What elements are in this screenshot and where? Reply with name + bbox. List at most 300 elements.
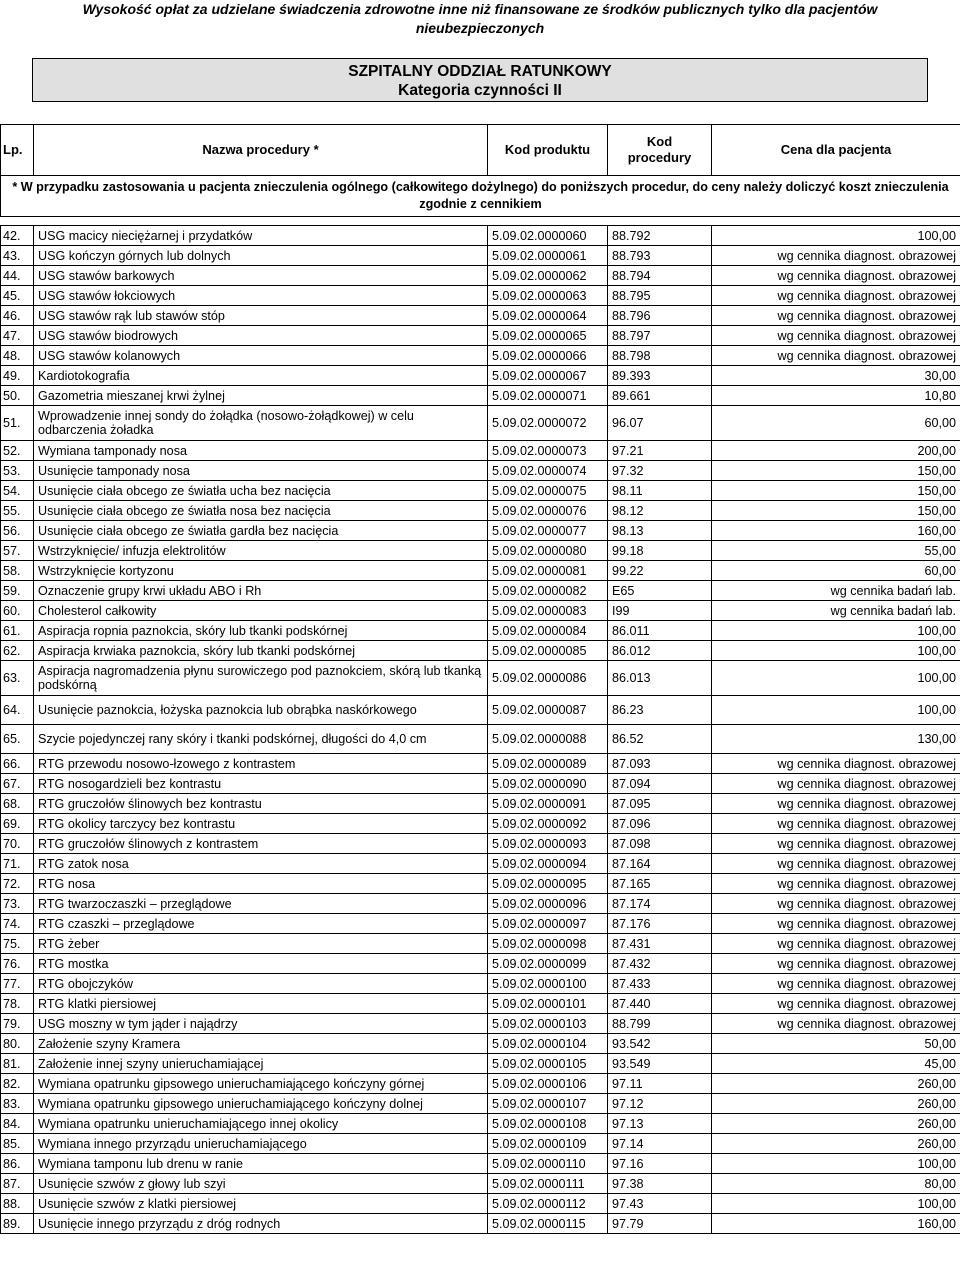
row-product-code: 5.09.02.0000066 bbox=[488, 346, 608, 366]
table-row bbox=[1, 1174, 960, 1194]
row-procedure-code: 88.796 bbox=[608, 306, 712, 326]
row-lp: 87. bbox=[1, 1174, 34, 1194]
row-product-code: 5.09.02.0000096 bbox=[488, 894, 608, 914]
row-lp: 70. bbox=[1, 834, 34, 854]
row-product-code: 5.09.02.0000062 bbox=[488, 266, 608, 286]
row-procedure-code: 97.43 bbox=[608, 1194, 712, 1214]
row-procedure-code: 96.07 bbox=[608, 406, 712, 441]
row-price: 100,00 bbox=[712, 641, 960, 661]
price-table-body bbox=[1, 125, 960, 1234]
row-lp: 76. bbox=[1, 954, 34, 974]
row-price: wg cennika diagnost. obrazowej bbox=[712, 246, 960, 266]
row-lp: 53. bbox=[1, 461, 34, 481]
row-price: wg cennika diagnost. obrazowej bbox=[712, 774, 960, 794]
row-price: 100,00 bbox=[712, 621, 960, 641]
row-product-code: 5.09.02.0000111 bbox=[488, 1174, 608, 1194]
row-procedure-code: 97.79 bbox=[608, 1214, 712, 1234]
row-name: Założenie szyny Kramera bbox=[34, 1034, 488, 1054]
row-procedure-code: 97.11 bbox=[608, 1074, 712, 1094]
row-name: Szycie pojedynczej rany skóry i tkanki podskórnej, długości do 4,0 cm bbox=[34, 725, 488, 754]
row-product-code: 5.09.02.0000073 bbox=[488, 441, 608, 461]
row-price: 150,00 bbox=[712, 501, 960, 521]
row-lp: 75. bbox=[1, 934, 34, 954]
row-name: RTG klatki piersiowej bbox=[34, 994, 488, 1014]
row-price: wg cennika diagnost. obrazowej bbox=[712, 894, 960, 914]
row-price: wg cennika diagnost. obrazowej bbox=[712, 306, 960, 326]
row-name: Wprowadzenie innej sondy do żołądka (nosowo-żołądkowej) w celu odbarczenia żoładka bbox=[34, 406, 488, 441]
row-product-code: 5.09.02.0000097 bbox=[488, 914, 608, 934]
row-price: wg cennika diagnost. obrazowej bbox=[712, 266, 960, 286]
row-procedure-code: 98.11 bbox=[608, 481, 712, 501]
row-name: USG stawów kolanowych bbox=[34, 346, 488, 366]
page-title bbox=[0, 0, 960, 38]
spacer-row bbox=[1, 217, 960, 226]
row-procedure-code: 86.52 bbox=[608, 725, 712, 754]
row-procedure-code: 88.799 bbox=[608, 1014, 712, 1034]
row-product-code: 5.09.02.0000090 bbox=[488, 774, 608, 794]
row-name: Założenie innej szyny unieruchamiającej bbox=[34, 1054, 488, 1074]
row-product-code: 5.09.02.0000094 bbox=[488, 854, 608, 874]
row-product-code: 5.09.02.0000110 bbox=[488, 1154, 608, 1174]
table-row bbox=[1, 1134, 960, 1154]
row-lp: 83. bbox=[1, 1094, 34, 1114]
row-lp: 47. bbox=[1, 326, 34, 346]
table-row bbox=[1, 306, 960, 326]
row-price: 100,00 bbox=[712, 226, 960, 246]
row-lp: 42. bbox=[1, 226, 34, 246]
row-product-code: 5.09.02.0000061 bbox=[488, 246, 608, 266]
row-lp: 81. bbox=[1, 1054, 34, 1074]
row-price: 80,00 bbox=[712, 1174, 960, 1194]
table-row bbox=[1, 406, 960, 441]
row-procedure-code: 99.18 bbox=[608, 541, 712, 561]
row-procedure-code: 97.13 bbox=[608, 1114, 712, 1134]
table-row bbox=[1, 834, 960, 854]
row-procedure-code: 93.542 bbox=[608, 1034, 712, 1054]
table-row bbox=[1, 894, 960, 914]
row-lp: 66. bbox=[1, 754, 34, 774]
header-name: Nazwa procedury * bbox=[34, 125, 488, 176]
row-product-code: 5.09.02.0000060 bbox=[488, 226, 608, 246]
row-name: USG stawów rąk lub stawów stóp bbox=[34, 306, 488, 326]
row-lp: 74. bbox=[1, 914, 34, 934]
page-title-line-2: nieubezpieczonych bbox=[415, 20, 545, 36]
row-price: wg cennika badań lab. bbox=[712, 581, 960, 601]
row-name: Usunięcie ciała obcego ze światła nosa bez nacięcia bbox=[34, 501, 488, 521]
table-row bbox=[1, 994, 960, 1014]
row-procedure-code: I99 bbox=[608, 601, 712, 621]
row-price: wg cennika diagnost. obrazowej bbox=[712, 934, 960, 954]
row-lp: 85. bbox=[1, 1134, 34, 1154]
row-procedure-code: 98.13 bbox=[608, 521, 712, 541]
row-procedure-code: 97.12 bbox=[608, 1094, 712, 1114]
table-row bbox=[1, 326, 960, 346]
row-lp: 57. bbox=[1, 541, 34, 561]
row-lp: 88. bbox=[1, 1194, 34, 1214]
row-product-code: 5.09.02.0000100 bbox=[488, 974, 608, 994]
row-lp: 62. bbox=[1, 641, 34, 661]
row-procedure-code: 87.440 bbox=[608, 994, 712, 1014]
row-product-code: 5.09.02.0000089 bbox=[488, 754, 608, 774]
table-row bbox=[1, 794, 960, 814]
row-product-code: 5.09.02.0000077 bbox=[488, 521, 608, 541]
row-price: 45,00 bbox=[712, 1054, 960, 1074]
row-procedure-code: 88.793 bbox=[608, 246, 712, 266]
row-name: USG stawów łokciowych bbox=[34, 286, 488, 306]
row-procedure-code: 87.433 bbox=[608, 974, 712, 994]
row-price: 130,00 bbox=[712, 725, 960, 754]
row-procedure-code: E65 bbox=[608, 581, 712, 601]
row-name: Usunięcie tamponady nosa bbox=[34, 461, 488, 481]
row-product-code: 5.09.02.0000085 bbox=[488, 641, 608, 661]
row-name: Wstrzyknięcie kortyzonu bbox=[34, 561, 488, 581]
table-row bbox=[1, 1054, 960, 1074]
row-name: Usunięcie innego przyrządu z dróg rodnych bbox=[34, 1214, 488, 1234]
row-procedure-code: 87.098 bbox=[608, 834, 712, 854]
row-price: 150,00 bbox=[712, 481, 960, 501]
row-name: RTG nosa bbox=[34, 874, 488, 894]
table-row bbox=[1, 1214, 960, 1234]
row-procedure-code: 86.011 bbox=[608, 621, 712, 641]
row-procedure-code: 87.165 bbox=[608, 874, 712, 894]
row-lp: 50. bbox=[1, 386, 34, 406]
row-procedure-code: 97.38 bbox=[608, 1174, 712, 1194]
row-lp: 65. bbox=[1, 725, 34, 754]
row-price: 160,00 bbox=[712, 521, 960, 541]
row-lp: 43. bbox=[1, 246, 34, 266]
row-name: RTG nosogardzieli bez kontrastu bbox=[34, 774, 488, 794]
row-product-code: 5.09.02.0000074 bbox=[488, 461, 608, 481]
row-procedure-code: 87.093 bbox=[608, 754, 712, 774]
row-price: 50,00 bbox=[712, 1034, 960, 1054]
row-name: RTG okolicy tarczycy bez kontrastu bbox=[34, 814, 488, 834]
table-row bbox=[1, 1114, 960, 1134]
row-product-code: 5.09.02.0000115 bbox=[488, 1214, 608, 1234]
table-row bbox=[1, 601, 960, 621]
row-procedure-code: 88.797 bbox=[608, 326, 712, 346]
row-procedure-code: 87.432 bbox=[608, 954, 712, 974]
row-lp: 63. bbox=[1, 661, 34, 696]
row-price: 200,00 bbox=[712, 441, 960, 461]
row-procedure-code: 87.431 bbox=[608, 934, 712, 954]
row-product-code: 5.09.02.0000107 bbox=[488, 1094, 608, 1114]
row-name: RTG żeber bbox=[34, 934, 488, 954]
row-procedure-code: 97.16 bbox=[608, 1154, 712, 1174]
row-procedure-code: 87.095 bbox=[608, 794, 712, 814]
table-row bbox=[1, 441, 960, 461]
row-lp: 55. bbox=[1, 501, 34, 521]
row-price: wg cennika diagnost. obrazowej bbox=[712, 754, 960, 774]
row-price: wg cennika diagnost. obrazowej bbox=[712, 994, 960, 1014]
table-row bbox=[1, 661, 960, 696]
row-lp: 51. bbox=[1, 406, 34, 441]
page-title-line-1: Wysokość opłat za udzielane świadczenia zdrowotne inne niż finansowane ze środków publicznych tylko dla pacjentów bbox=[82, 1, 878, 17]
anesthesia-note: * W przypadku zastosowania u pacjenta znieczulenia ogólnego (całkowitego dożylnego) do poniższych procedur, do ceny należy doliczyć koszt znieczulenia zgodnie z cennikiem bbox=[1, 176, 960, 217]
table-row bbox=[1, 954, 960, 974]
row-name: USG macicy nieciężarnej i przydatków bbox=[34, 226, 488, 246]
row-price: 260,00 bbox=[712, 1074, 960, 1094]
row-lp: 82. bbox=[1, 1074, 34, 1094]
table-row bbox=[1, 974, 960, 994]
table-row bbox=[1, 266, 960, 286]
row-price: 100,00 bbox=[712, 661, 960, 696]
row-name: Usunięcie ciała obcego ze światła ucha bez nacięcia bbox=[34, 481, 488, 501]
row-procedure-code: 97.14 bbox=[608, 1134, 712, 1154]
row-lp: 77. bbox=[1, 974, 34, 994]
row-price: 150,00 bbox=[712, 461, 960, 481]
row-product-code: 5.09.02.0000080 bbox=[488, 541, 608, 561]
row-product-code: 5.09.02.0000067 bbox=[488, 366, 608, 386]
section-header bbox=[32, 58, 928, 102]
table-row bbox=[1, 1154, 960, 1174]
row-product-code: 5.09.02.0000084 bbox=[488, 621, 608, 641]
row-lp: 60. bbox=[1, 601, 34, 621]
row-lp: 80. bbox=[1, 1034, 34, 1054]
row-product-code: 5.09.02.0000101 bbox=[488, 994, 608, 1014]
row-name: Oznaczenie grupy krwi układu ABO i Rh bbox=[34, 581, 488, 601]
row-procedure-code: 86.23 bbox=[608, 696, 712, 725]
row-product-code: 5.09.02.0000098 bbox=[488, 934, 608, 954]
row-name: Usunięcie ciała obcego ze światła gardła bez nacięcia bbox=[34, 521, 488, 541]
row-procedure-code: 97.32 bbox=[608, 461, 712, 481]
table-row bbox=[1, 1034, 960, 1054]
row-name: RTG zatok nosa bbox=[34, 854, 488, 874]
table-row bbox=[1, 226, 960, 246]
row-lp: 86. bbox=[1, 1154, 34, 1174]
row-price: 100,00 bbox=[712, 1194, 960, 1214]
row-lp: 58. bbox=[1, 561, 34, 581]
row-product-code: 5.09.02.0000087 bbox=[488, 696, 608, 725]
row-name: Wymiana opatrunku gipsowego unieruchamiającego kończyny górnej bbox=[34, 1074, 488, 1094]
row-name: RTG gruczołów ślinowych z kontrastem bbox=[34, 834, 488, 854]
section-name: SZPITALNY ODDZIAŁ RATUNKOWY bbox=[348, 63, 612, 80]
row-price: wg cennika diagnost. obrazowej bbox=[712, 326, 960, 346]
row-name: RTG mostka bbox=[34, 954, 488, 974]
price-table bbox=[0, 124, 960, 1234]
row-lp: 69. bbox=[1, 814, 34, 834]
row-product-code: 5.09.02.0000081 bbox=[488, 561, 608, 581]
row-product-code: 5.09.02.0000075 bbox=[488, 481, 608, 501]
table-row bbox=[1, 346, 960, 366]
table-row bbox=[1, 641, 960, 661]
row-lp: 64. bbox=[1, 696, 34, 725]
row-lp: 49. bbox=[1, 366, 34, 386]
row-name: Wymiana opatrunku unieruchamiającego innej okolicy bbox=[34, 1114, 488, 1134]
row-lp: 72. bbox=[1, 874, 34, 894]
row-price: 55,00 bbox=[712, 541, 960, 561]
row-name: RTG twarzoczaszki – przeglądowe bbox=[34, 894, 488, 914]
table-row bbox=[1, 621, 960, 641]
table-row bbox=[1, 774, 960, 794]
row-product-code: 5.09.02.0000064 bbox=[488, 306, 608, 326]
table-row bbox=[1, 581, 960, 601]
row-name: USG moszny w tym jąder i najądrzy bbox=[34, 1014, 488, 1034]
table-row bbox=[1, 696, 960, 725]
row-product-code: 5.09.02.0000106 bbox=[488, 1074, 608, 1094]
row-product-code: 5.09.02.0000076 bbox=[488, 501, 608, 521]
row-product-code: 5.09.02.0000092 bbox=[488, 814, 608, 834]
row-price: 60,00 bbox=[712, 561, 960, 581]
table-row bbox=[1, 561, 960, 581]
row-procedure-code: 87.094 bbox=[608, 774, 712, 794]
row-product-code: 5.09.02.0000112 bbox=[488, 1194, 608, 1214]
table-row bbox=[1, 541, 960, 561]
row-lp: 44. bbox=[1, 266, 34, 286]
row-lp: 46. bbox=[1, 306, 34, 326]
row-lp: 89. bbox=[1, 1214, 34, 1234]
anesthesia-note-row bbox=[1, 176, 960, 217]
header-procedure-code-line-2: procedury bbox=[627, 150, 692, 165]
row-name: RTG obojczyków bbox=[34, 974, 488, 994]
row-lp: 61. bbox=[1, 621, 34, 641]
row-product-code: 5.09.02.0000088 bbox=[488, 725, 608, 754]
row-lp: 45. bbox=[1, 286, 34, 306]
row-lp: 71. bbox=[1, 854, 34, 874]
row-procedure-code: 98.12 bbox=[608, 501, 712, 521]
row-procedure-code: 97.21 bbox=[608, 441, 712, 461]
row-name: Wymiana opatrunku gipsowego unieruchamiającego kończyny dolnej bbox=[34, 1094, 488, 1114]
row-price: wg cennika diagnost. obrazowej bbox=[712, 814, 960, 834]
row-price: 260,00 bbox=[712, 1094, 960, 1114]
row-product-code: 5.09.02.0000082 bbox=[488, 581, 608, 601]
row-price: wg cennika diagnost. obrazowej bbox=[712, 286, 960, 306]
row-price: 260,00 bbox=[712, 1134, 960, 1154]
row-procedure-code: 89.393 bbox=[608, 366, 712, 386]
header-price: Cena dla pacjenta bbox=[712, 125, 960, 176]
row-price: wg cennika badań lab. bbox=[712, 601, 960, 621]
row-price: 100,00 bbox=[712, 1154, 960, 1174]
row-price: wg cennika diagnost. obrazowej bbox=[712, 914, 960, 934]
row-name: Gazometria mieszanej krwi żylnej bbox=[34, 386, 488, 406]
row-product-code: 5.09.02.0000091 bbox=[488, 794, 608, 814]
table-row bbox=[1, 366, 960, 386]
row-name: Usunięcie paznokcia, łożyska paznokcia lub obrąbka naskórkowego bbox=[34, 696, 488, 725]
row-product-code: 5.09.02.0000099 bbox=[488, 954, 608, 974]
row-name: Wstrzyknięcie/ infuzja elektrolitów bbox=[34, 541, 488, 561]
row-price: 10,80 bbox=[712, 386, 960, 406]
row-product-code: 5.09.02.0000105 bbox=[488, 1054, 608, 1074]
table-row bbox=[1, 286, 960, 306]
table-row bbox=[1, 725, 960, 754]
row-name: Wymiana tamponu lub drenu w ranie bbox=[34, 1154, 488, 1174]
header-procedure-code-line-1: Kod bbox=[646, 134, 673, 149]
table-row bbox=[1, 461, 960, 481]
table-header-row bbox=[1, 125, 960, 176]
row-lp: 59. bbox=[1, 581, 34, 601]
table-row bbox=[1, 521, 960, 541]
row-procedure-code: 88.792 bbox=[608, 226, 712, 246]
table-row bbox=[1, 874, 960, 894]
row-product-code: 5.09.02.0000103 bbox=[488, 1014, 608, 1034]
row-procedure-code: 87.164 bbox=[608, 854, 712, 874]
row-name: Wymiana innego przyrządu unieruchamiającego bbox=[34, 1134, 488, 1154]
row-procedure-code: 86.013 bbox=[608, 661, 712, 696]
row-name: Usunięcie szwów z klatki piersiowej bbox=[34, 1194, 488, 1214]
row-product-code: 5.09.02.0000095 bbox=[488, 874, 608, 894]
row-lp: 84. bbox=[1, 1114, 34, 1134]
row-price: wg cennika diagnost. obrazowej bbox=[712, 854, 960, 874]
row-lp: 73. bbox=[1, 894, 34, 914]
row-name: RTG gruczołów ślinowych bez kontrastu bbox=[34, 794, 488, 814]
table-row bbox=[1, 754, 960, 774]
row-lp: 56. bbox=[1, 521, 34, 541]
row-procedure-code: 89.661 bbox=[608, 386, 712, 406]
row-product-code: 5.09.02.0000093 bbox=[488, 834, 608, 854]
row-name: USG stawów biodrowych bbox=[34, 326, 488, 346]
row-lp: 78. bbox=[1, 994, 34, 1014]
header-lp: Lp. bbox=[1, 125, 34, 176]
row-product-code: 5.09.02.0000065 bbox=[488, 326, 608, 346]
row-price: wg cennika diagnost. obrazowej bbox=[712, 954, 960, 974]
row-procedure-code: 88.798 bbox=[608, 346, 712, 366]
row-product-code: 5.09.02.0000109 bbox=[488, 1134, 608, 1154]
row-lp: 68. bbox=[1, 794, 34, 814]
row-name: Aspiracja nagromadzenia płynu surowiczego pod paznokciem, skórą lub tkanką podskórną bbox=[34, 661, 488, 696]
table-row bbox=[1, 1094, 960, 1114]
row-lp: 67. bbox=[1, 774, 34, 794]
row-procedure-code: 87.176 bbox=[608, 914, 712, 934]
row-product-code: 5.09.02.0000071 bbox=[488, 386, 608, 406]
table-row bbox=[1, 481, 960, 501]
table-row bbox=[1, 1194, 960, 1214]
row-product-code: 5.09.02.0000072 bbox=[488, 406, 608, 441]
row-procedure-code: 99.22 bbox=[608, 561, 712, 581]
row-name: Wymiana tamponady nosa bbox=[34, 441, 488, 461]
row-price: wg cennika diagnost. obrazowej bbox=[712, 874, 960, 894]
row-price: 100,00 bbox=[712, 696, 960, 725]
row-procedure-code: 87.096 bbox=[608, 814, 712, 834]
table-row bbox=[1, 246, 960, 266]
row-name: USG stawów barkowych bbox=[34, 266, 488, 286]
row-price: wg cennika diagnost. obrazowej bbox=[712, 1014, 960, 1034]
table-row bbox=[1, 501, 960, 521]
row-name: RTG przewodu nosowo-łzowego z kontrastem bbox=[34, 754, 488, 774]
row-procedure-code: 87.174 bbox=[608, 894, 712, 914]
row-lp: 79. bbox=[1, 1014, 34, 1034]
row-name: Kardiotokografia bbox=[34, 366, 488, 386]
row-name: Aspiracja krwiaka paznokcia, skóry lub tkanki podskórnej bbox=[34, 641, 488, 661]
row-name: Cholesterol całkowity bbox=[34, 601, 488, 621]
row-product-code: 5.09.02.0000063 bbox=[488, 286, 608, 306]
row-price: 30,00 bbox=[712, 366, 960, 386]
row-price: 60,00 bbox=[712, 406, 960, 441]
row-price: 260,00 bbox=[712, 1114, 960, 1134]
row-procedure-code: 93.549 bbox=[608, 1054, 712, 1074]
row-lp: 52. bbox=[1, 441, 34, 461]
row-name: Usunięcie szwów z głowy lub szyi bbox=[34, 1174, 488, 1194]
row-name: USG kończyn górnych lub dolnych bbox=[34, 246, 488, 266]
table-row bbox=[1, 914, 960, 934]
row-product-code: 5.09.02.0000086 bbox=[488, 661, 608, 696]
table-row bbox=[1, 814, 960, 834]
row-product-code: 5.09.02.0000083 bbox=[488, 601, 608, 621]
row-product-code: 5.09.02.0000104 bbox=[488, 1034, 608, 1054]
row-price: wg cennika diagnost. obrazowej bbox=[712, 346, 960, 366]
table-row bbox=[1, 1074, 960, 1094]
row-name: Aspiracja ropnia paznokcia, skóry lub tkanki podskórnej bbox=[34, 621, 488, 641]
row-price: wg cennika diagnost. obrazowej bbox=[712, 974, 960, 994]
row-price: wg cennika diagnost. obrazowej bbox=[712, 834, 960, 854]
row-lp: 48. bbox=[1, 346, 34, 366]
header-procedure-code bbox=[608, 125, 712, 176]
table-row bbox=[1, 854, 960, 874]
table-row bbox=[1, 934, 960, 954]
row-price: wg cennika diagnost. obrazowej bbox=[712, 794, 960, 814]
row-procedure-code: 86.012 bbox=[608, 641, 712, 661]
row-procedure-code: 88.794 bbox=[608, 266, 712, 286]
row-procedure-code: 88.795 bbox=[608, 286, 712, 306]
header-code: Kod produktu bbox=[488, 125, 608, 176]
